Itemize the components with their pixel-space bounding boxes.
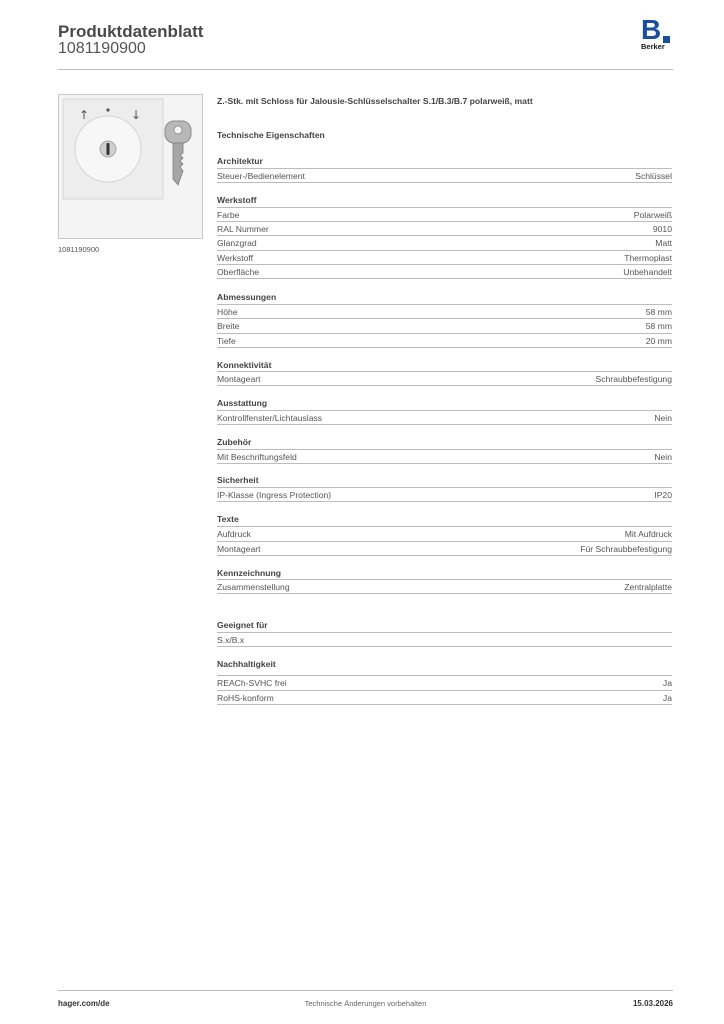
row-value: IP20 (654, 490, 672, 500)
table-row (217, 526, 672, 541)
dot-icon (106, 108, 109, 111)
row-value: Nein (654, 413, 672, 423)
table-row (217, 235, 672, 250)
arrow-down-icon: ↓ (131, 108, 142, 122)
section-title-sicherheit: Sicherheit (217, 475, 259, 485)
logo-text: Berker (641, 42, 665, 51)
row-key: Montageart (217, 374, 261, 384)
document-title: Produktdatenblatt (58, 22, 204, 41)
page-header (58, 14, 673, 70)
table-row (217, 371, 672, 386)
technical-properties-heading: Technische Eigenschaften (217, 130, 325, 140)
row-value: Nein (654, 452, 672, 462)
table-row (217, 449, 672, 464)
page-footer (58, 990, 673, 1010)
row-value: Ja (662, 693, 672, 703)
row-key: S.x/B.x (217, 635, 245, 645)
table-row (217, 690, 672, 705)
row-value: Matt (655, 238, 672, 248)
row-value: Mit Aufdruck (624, 529, 672, 539)
row-value: Zentralplatte (624, 582, 672, 592)
table-row (217, 410, 672, 425)
row-key: Kontrollfenster/Lichtauslass (217, 413, 323, 423)
row-value: Ja (662, 678, 672, 688)
arrow-up-icon: ↑ (79, 108, 90, 122)
berker-logo (641, 16, 673, 50)
row-value: 58 mm (645, 307, 672, 317)
section-title-kennzeichnung: Kennzeichnung (217, 568, 281, 578)
section-title-texte: Texte (217, 514, 239, 524)
table-row (217, 541, 672, 556)
row-key: RoHS-konform (217, 693, 274, 703)
row-key: Werkstoff (217, 253, 253, 263)
row-key: RAL Nummer (217, 224, 269, 234)
key-icon (165, 121, 191, 185)
section-title-konnektivitaet: Konnektivität (217, 360, 272, 370)
table-row (217, 304, 672, 319)
row-key: IP-Klasse (Ingress Protection) (217, 490, 332, 500)
section-title-zubehoer: Zubehör (217, 437, 252, 447)
row-value: Schlüssel (635, 171, 672, 181)
product-illustration (59, 95, 203, 239)
row-value: 9010 (652, 224, 672, 234)
logo-letter: B (641, 14, 661, 45)
section-title-nachhaltigkeit: Nachhaltigkeit (217, 659, 276, 669)
footer-website-link[interactable]: hager.com/de (58, 999, 110, 1008)
table-row (217, 250, 672, 265)
section-title-geeignet-fuer: Geeignet für (217, 620, 268, 630)
document-number: 1081190900 (58, 40, 146, 57)
row-key: Höhe (217, 307, 238, 317)
row-value: Thermoplast (624, 253, 672, 263)
row-key: Mit Beschriftungsfeld (217, 452, 297, 462)
table-row (217, 632, 672, 647)
section-title-abmessungen: Abmessungen (217, 292, 277, 302)
row-key: Glanzgrad (217, 238, 257, 248)
row-value: Schraubbefestigung (595, 374, 672, 384)
table-row (217, 221, 672, 236)
row-key: Breite (217, 321, 240, 331)
product-heading: Z.-Stk. mit Schloss für Jalousie-Schlüsselschalter S.1/B.3/B.7 polarweiß, matt (217, 96, 533, 106)
row-value: 20 mm (645, 336, 672, 346)
row-value: Für Schraubbefestigung (580, 544, 672, 554)
section-title-werkstoff: Werkstoff (217, 195, 257, 205)
table-row (217, 207, 672, 222)
footer-date: 15.03.2026 (632, 999, 673, 1008)
table-row (217, 168, 672, 183)
row-key: Steuer-/Bedienelement (217, 171, 305, 181)
row-key: Tiefe (217, 336, 236, 346)
table-row (217, 333, 672, 348)
table-row (217, 487, 672, 502)
image-caption: 1081190900 (58, 245, 100, 254)
section-title-architektur: Architektur (217, 156, 263, 166)
row-value: 58 mm (645, 321, 672, 331)
row-key: Aufdruck (217, 529, 251, 539)
keyhole (107, 143, 110, 155)
row-value: Unbehandelt (623, 267, 672, 277)
table-row (217, 264, 672, 279)
row-key: Zusammenstellung (217, 582, 290, 592)
table-row (217, 318, 672, 333)
row-key: Montageart (217, 544, 261, 554)
row-value: Polarweiß (633, 210, 672, 220)
section-title-ausstattung: Ausstattung (217, 398, 268, 408)
row-key: Oberfläche (217, 267, 260, 277)
row-key: Farbe (217, 210, 240, 220)
row-key: REACh-SVHC frei (217, 678, 287, 688)
table-row (217, 579, 672, 594)
table-row (217, 675, 672, 690)
footer-disclaimer: Technische Änderungen vorbehalten (304, 999, 427, 1008)
product-image (58, 94, 203, 239)
